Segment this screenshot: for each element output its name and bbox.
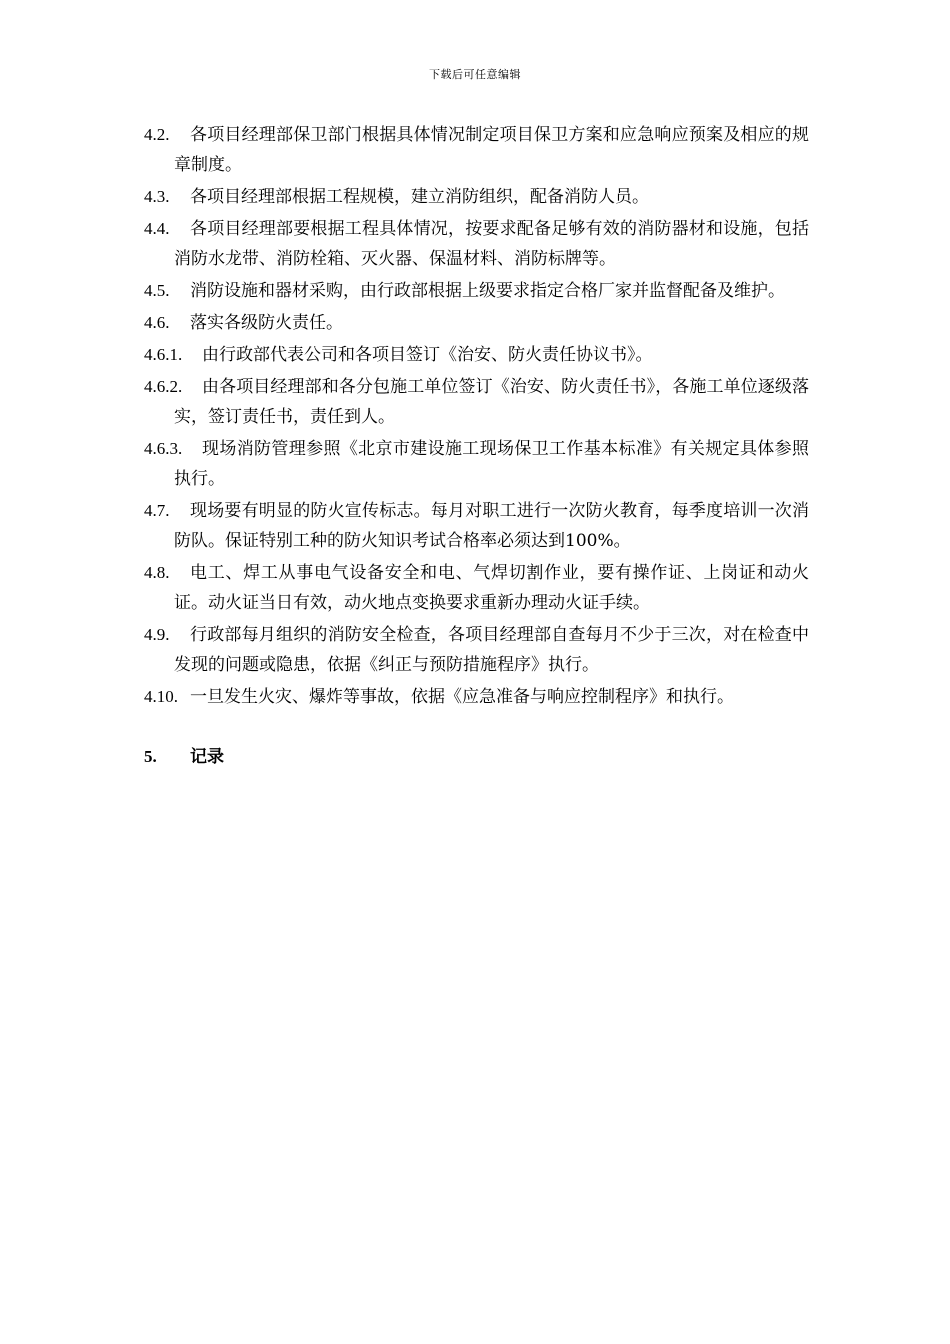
clause-number: 4.6.1. bbox=[144, 345, 183, 364]
clause-text: 电工、焊工从事电气设备安全和电、气焊切割作业，要有操作证、上岗证和动火证。动火证当日有效，动火地点变换要求重新办理动火证手续。 bbox=[174, 563, 809, 613]
clause-number: 4.2. bbox=[144, 125, 170, 144]
section-heading bbox=[144, 742, 809, 772]
clause-number: 4.6.2. bbox=[144, 377, 183, 396]
clause-number: 4.8. bbox=[144, 563, 170, 582]
clause-number: 4.4. bbox=[144, 219, 170, 238]
clause-text: 各项目经理部要根据工程具体情况，按要求配备足够有效的消防器材和设施，包括消防水龙带、消防栓箱、灭火器、保温材料、消防标牌等。 bbox=[174, 219, 809, 269]
clause-4-10 bbox=[144, 682, 809, 712]
clause-4-5 bbox=[144, 276, 809, 306]
clause-text: 各项目经理部保卫部门根据具体情况制定项目保卫方案和应急响应预案及相应的规章制度。 bbox=[174, 125, 809, 175]
clause-4-7 bbox=[144, 496, 809, 556]
clause-4-6-1 bbox=[144, 340, 809, 370]
clause-number: 4.10. bbox=[144, 687, 178, 706]
clause-number: 4.6.3. bbox=[144, 439, 183, 458]
clause-text: 由行政部代表公司和各项目签订《治安、防火责任协议书》。 bbox=[202, 345, 653, 365]
clause-text: 消防设施和器材采购，由行政部根据上级要求指定合格厂家并监督配备及维护。 bbox=[190, 281, 785, 301]
clause-text: 现场要有明显的防火宣传标志。每月对职工进行一次防火教育，每季度培训一次消防队。保证特别工种的防火知识考试合格率必须达到100%。 bbox=[174, 501, 809, 551]
clause-4-8 bbox=[144, 558, 809, 618]
clause-number: 4.9. bbox=[144, 625, 170, 644]
document-body bbox=[144, 120, 809, 772]
clause-number: 4.7. bbox=[144, 501, 170, 520]
clause-text: 现场消防管理参照《北京市建设施工现场保卫工作基本标准》有关规定具体参照执行。 bbox=[174, 439, 809, 489]
clause-number: 4.5. bbox=[144, 281, 170, 300]
clause-text: 行政部每月组织的消防安全检查，各项目经理部自查每月不少于三次，对在检查中发现的问题或隐患，依据《纠正与预防措施程序》执行。 bbox=[174, 625, 809, 675]
section-number: 5. bbox=[144, 747, 157, 766]
clause-4-6 bbox=[144, 308, 809, 338]
clause-4-3 bbox=[144, 182, 809, 212]
clause-text: 一旦发生火灾、爆炸等事故，依据《应急准备与响应控制程序》和执行。 bbox=[190, 687, 734, 707]
clause-number: 4.3. bbox=[144, 187, 170, 206]
clause-4-6-2 bbox=[144, 372, 809, 432]
section-title: 记录 bbox=[190, 747, 224, 767]
clause-number: 4.6. bbox=[144, 313, 170, 332]
clause-4-9 bbox=[144, 620, 809, 680]
clause-text: 由各项目经理部和各分包施工单位签订《治安、防火责任书》，各施工单位逐级落实，签订责任书，责任到人。 bbox=[174, 377, 809, 427]
header-note: 下载后可任意编辑 bbox=[429, 68, 521, 81]
clause-4-6-3 bbox=[144, 434, 809, 494]
clause-4-2 bbox=[144, 120, 809, 180]
clause-text: 各项目经理部根据工程规模，建立消防组织，配备消防人员。 bbox=[190, 187, 649, 207]
clause-text: 落实各级防火责任。 bbox=[190, 313, 343, 333]
clause-4-4 bbox=[144, 214, 809, 274]
